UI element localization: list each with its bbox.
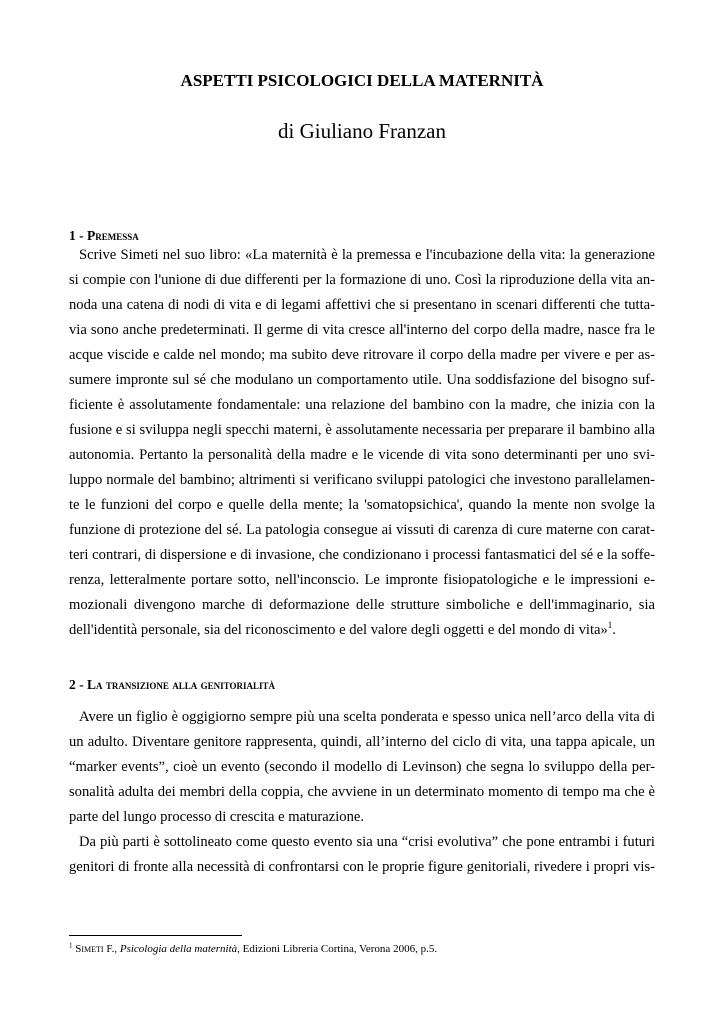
text-line: renza, letteralmente portare sotto, nell'inconscio. Le impronte fisiopatologiche e le impressioni e-	[69, 572, 655, 588]
text-line: sonalità adulta dei membri della coppia, che avviene in un determinato momento di tempo ma che è	[69, 784, 655, 800]
text-line: un adulto. Diventare genitore rappresenta, quindi, all’interno del ciclo di vita, una tappa apicale, un	[69, 734, 655, 750]
text-line: Da più parti è sottolineato come questo evento sia una “crisi evolutiva” che pone entrambi i futuri	[79, 834, 655, 850]
section-number: 1 -	[69, 228, 87, 243]
text-line: autonomia. Pertanto la personalità della madre e le vicende di vita sono determinanti per uno svi-	[69, 447, 655, 463]
section-2-paragraph-2	[69, 830, 655, 880]
text-line: ficiente è assolutamente fondamentale: una relazione del bambino con la madre, che inizia con la	[69, 397, 655, 413]
text-line: Avere un figlio è oggigiorno sempre più una scelta ponderata e spesso unica nell’arco della vita di	[79, 709, 655, 725]
text-line: Scrive Simeti nel suo libro: «La maternità è la premessa e l'incubazione della vita: la generazione	[79, 247, 655, 263]
text-line: si compie con l'unione di due differenti per la formazione di uno. Così la riproduzione della vita an-	[69, 272, 655, 288]
text-line: “marker events”, cioè un evento (secondo il modello di Levinson) che segna lo sviluppo della per-	[69, 759, 655, 775]
text-line: noda una catena di nodi di vita e di legami affettivi che si presentano in scenari differenti che tutta-	[69, 297, 655, 313]
section-title: Premessa	[87, 228, 139, 243]
text-line: teri contrari, di dispersione e di invasione, che condizionano i processi fantasmatici del sé e la soffe-	[69, 547, 655, 563]
document-author: di Giuliano Franzan	[278, 119, 446, 143]
footnote-author: Simeti	[75, 943, 104, 955]
text-line: genitori di fronte alla necessità di confrontarsi con le proprie figure genitoriali, rivedere i propri vis-	[69, 859, 655, 875]
footnote-reference[interactable]: 1	[607, 620, 613, 631]
text-line: acque viscide e calde nel mondo; ma subito deve ritrovare il corpo della madre per vivere e per as-	[69, 347, 655, 363]
footnote-author-suffix: F.,	[103, 943, 120, 955]
text-line-last: parte del lungo processo di crescita e maturazione.	[69, 809, 364, 825]
section-1-paragraph-1	[69, 243, 655, 643]
footnote	[69, 942, 669, 956]
document-title: ASPETTI PSICOLOGICI DELLA MATERNITÀ	[180, 71, 544, 90]
footnote-marker: 1	[69, 941, 73, 950]
section-title: La transizione alla genitorialità	[87, 677, 276, 692]
text-line-last	[69, 618, 655, 643]
section-heading-transizione	[69, 676, 655, 694]
text-line: via sono anche predeterminati. Il germe di vita cresce all'interno del corpo della madre, nasce fra le	[69, 322, 655, 338]
text-line: funzione di protezione del sé. La patologia consegue ai vissuti di carenza di cure materne con carat-	[69, 522, 655, 538]
sentence-end: .	[612, 622, 616, 638]
text-line-content: dell'identità personale, sia del riconoscimento e del valore degli oggetti e del mondo di vita»	[69, 622, 608, 638]
text-line: fusione e si sviluppa negli specchi materni, è assolutamente necessaria per preparare il bambino alla	[69, 422, 655, 438]
text-line: te le funzioni del corpo e quelle della mente; la 'somatopsichica', quando la mente non svolge la	[69, 497, 655, 513]
section-2-paragraph-1	[69, 705, 655, 830]
text-line: luppo normale del bambino; altrimenti si verificano sviluppi patologici che investono parallelamen-	[69, 472, 655, 488]
footnote-book-title: Psicologia della maternità	[119, 943, 238, 955]
section-number: 2 -	[69, 677, 87, 692]
footnote-publication: , Edizioni Libreria Cortina, Verona 2006, p.5.	[237, 943, 438, 955]
text-line: sumere impronte sul sé che modulano un comportamento utile. Una soddisfazione del bisogno suf-	[69, 372, 655, 388]
text-line: mozionali divengono marche di deformazione delle strutture simboliche e dell'immaginario, sia	[69, 597, 655, 613]
footnote-separator	[69, 935, 242, 936]
